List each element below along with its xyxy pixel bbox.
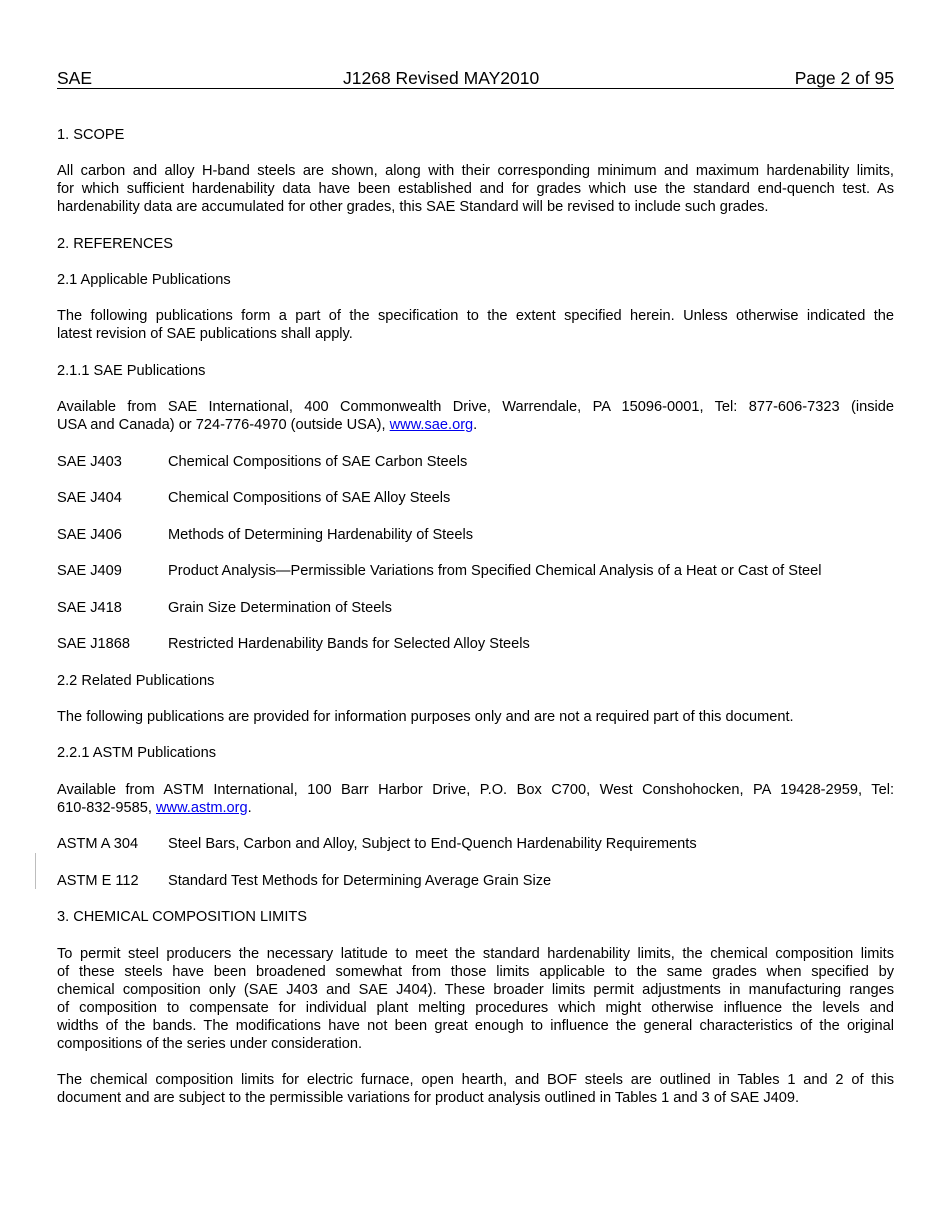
reference-title: Grain Size Determination of Steels xyxy=(168,600,392,616)
page-header xyxy=(57,68,894,89)
reference-code: ASTM E 112 xyxy=(57,873,139,889)
section-2-2-heading: 2.2 Related Publications xyxy=(57,673,215,689)
astm-website-link[interactable]: www.astm.org xyxy=(156,800,248,816)
section-3-paragraph-2 xyxy=(57,1071,894,1107)
astm-availability-paragraph xyxy=(57,781,894,817)
text-line xyxy=(57,416,894,434)
text-line: document and are subject to the permissible variations for product analysis outlined in Tables 1 and 3 of SAE J409. xyxy=(57,1090,800,1106)
text-line: widths of the bands. The modifications have not been great enough to influence the general characteristics of the original xyxy=(57,1018,894,1034)
reference-title: Restricted Hardenability Bands for Selected Alloy Steels xyxy=(168,636,530,652)
text-fragment: . xyxy=(247,800,252,816)
reference-code: SAE J403 xyxy=(57,454,122,470)
text-fragment: USA and Canada) or 724-776-4970 (outside USA), xyxy=(57,417,390,433)
section-2-1-paragraph xyxy=(57,307,894,343)
text-line: of composition to compensate for individual plant melting procedures which might otherwise influence the levels and xyxy=(57,1000,894,1016)
header-doc-id: J1268 Revised MAY2010 xyxy=(343,68,540,88)
sae-website-link[interactable]: www.sae.org xyxy=(389,417,474,433)
text-line: Available from SAE International, 400 Commonwealth Drive, Warrendale, PA 15096-0001, Tel: 877-606-7323 (inside xyxy=(57,399,894,415)
change-bar xyxy=(35,853,36,889)
reference-code: SAE J406 xyxy=(57,527,122,543)
section-2-1-heading: 2.1 Applicable Publications xyxy=(57,272,231,288)
text-line: latest revision of SAE publications shall apply. xyxy=(57,326,353,342)
section-2-1-1-heading: 2.1.1 SAE Publications xyxy=(57,363,206,379)
section-1-paragraph xyxy=(57,162,894,216)
text-line: Available from ASTM International, 100 Barr Harbor Drive, P.O. Box C700, West Conshohocken, PA 19428-2959, Tel: xyxy=(57,782,894,798)
text-fragment: 610-832-9585, xyxy=(57,800,156,816)
header-page-number: Page 2 of 95 xyxy=(794,68,894,88)
reference-title: Standard Test Methods for Determining Average Grain Size xyxy=(168,873,552,889)
text-line: To permit steel producers the necessary latitude to meet the standard hardenability limits, the chemical composition limits xyxy=(57,946,894,962)
sae-availability-paragraph xyxy=(57,398,894,434)
section-3-heading: 3. CHEMICAL COMPOSITION LIMITS xyxy=(57,909,308,925)
text-fragment: . xyxy=(473,417,478,433)
text-line: for which sufficient hardenability data have been established and for grades which use the standard end-quench test. As xyxy=(57,181,894,197)
text-line xyxy=(57,799,894,817)
reference-title: Chemical Compositions of SAE Alloy Steels xyxy=(168,490,451,506)
reference-title: Chemical Compositions of SAE Carbon Steels xyxy=(168,454,468,470)
reference-title: Steel Bars, Carbon and Alloy, Subject to End-Quench Hardenability Requirements xyxy=(168,836,697,852)
section-2-heading: 2. REFERENCES xyxy=(57,236,173,252)
text-line: compositions of the series under consideration. xyxy=(57,1036,363,1052)
reference-title: Product Analysis—Permissible Variations from Specified Chemical Analysis of a Heat or Cast of Steel xyxy=(168,563,822,579)
reference-code: SAE J1868 xyxy=(57,636,131,652)
reference-code: SAE J409 xyxy=(57,563,122,579)
reference-code: SAE J404 xyxy=(57,490,122,506)
text-line: The following publications form a part of the specification to the extent specified herein. Unless otherwise indicated the xyxy=(57,308,894,324)
reference-title: Methods of Determining Hardenability of Steels xyxy=(168,527,474,543)
text-line: hardenability data are accumulated for other grades, this SAE Standard will be revised to include such grades. xyxy=(57,199,769,215)
text-line: of these steels have been broadened somewhat from those limits applicable to the same grades when specified by xyxy=(57,964,894,980)
reference-code: ASTM A 304 xyxy=(57,836,139,852)
reference-code: SAE J418 xyxy=(57,600,122,616)
section-3-paragraph-1 xyxy=(57,945,894,1053)
text-line: All carbon and alloy H-band steels are shown, along with their corresponding minimum and maximum hardenability limits, xyxy=(57,163,894,179)
header-org: SAE xyxy=(57,68,93,88)
text-line: The chemical composition limits for electric furnace, open hearth, and BOF steels are outlined in Tables 1 and 2 of this xyxy=(57,1072,894,1088)
section-2-2-paragraph: The following publications are provided for information purposes only and are not a required part of this document. xyxy=(57,709,794,725)
section-1-heading: 1. SCOPE xyxy=(57,127,125,143)
text-line: chemical composition only (SAE J403 and SAE J404). These broader limits permit adjustments in manufacturing ranges xyxy=(57,982,894,998)
section-2-2-1-heading: 2.2.1 ASTM Publications xyxy=(57,745,216,761)
